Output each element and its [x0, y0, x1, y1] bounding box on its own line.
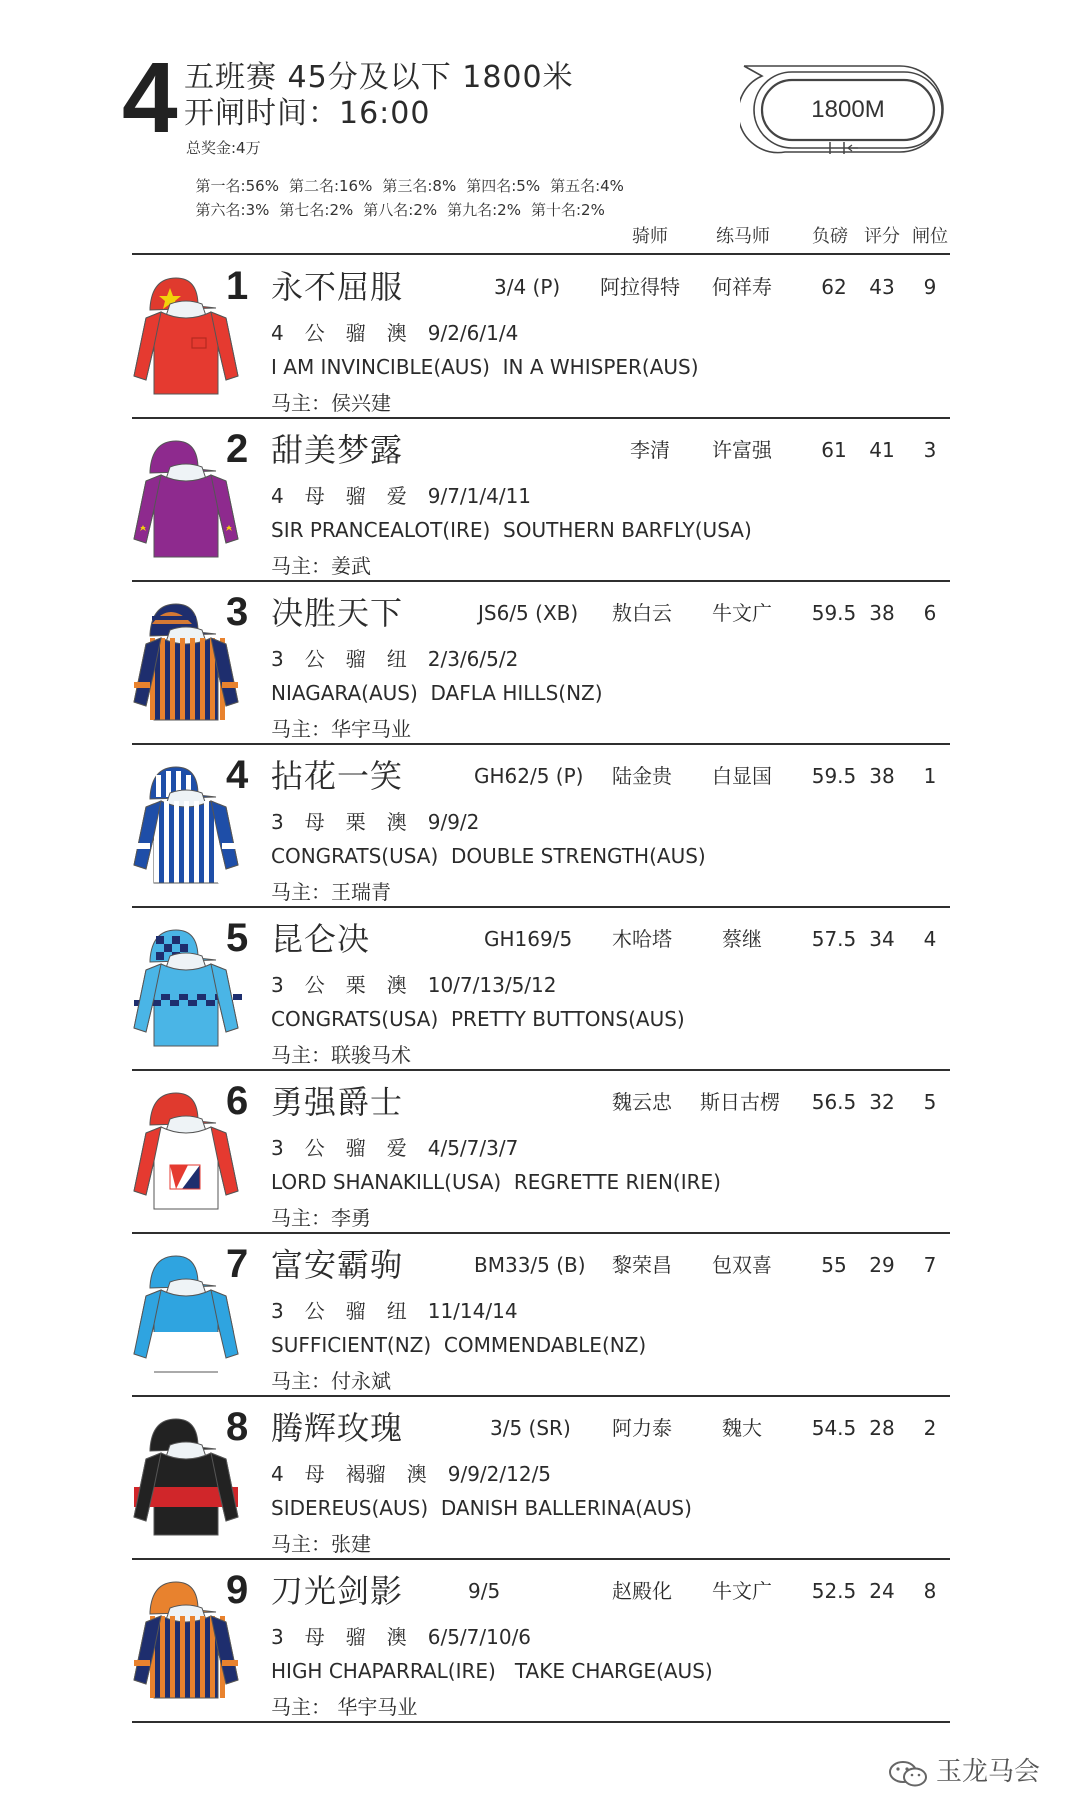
- recent-form: 4/5/7/3/7: [427, 1136, 519, 1160]
- horse-origin: 纽: [386, 1299, 407, 1323]
- runner-row: [0, 1397, 1080, 1560]
- pedigree: SIDEREUS(AUS) DANISH BALLERINA(AUS): [271, 1496, 692, 1520]
- barrier-draw: 7: [923, 1253, 937, 1277]
- race-title: 五班赛 45分及以下 1800米: [184, 60, 574, 95]
- gear-rating: 3/5 (SR): [490, 1416, 571, 1440]
- gear-rating: 9/5: [468, 1579, 501, 1603]
- trainer-name: 何祥寿: [712, 275, 772, 299]
- horse-origin: 澳: [406, 1462, 427, 1486]
- prize-share: 第九名:2%: [447, 201, 521, 219]
- runner-row: [0, 1234, 1080, 1397]
- horse-details: [271, 809, 500, 835]
- horse-origin: 爱: [386, 1136, 407, 1160]
- race-number: 4: [122, 42, 178, 154]
- owner: 马主：王瑞青: [271, 880, 391, 904]
- carried-weight: 54.5: [811, 1416, 857, 1440]
- horse-color: 栗: [345, 973, 366, 997]
- rating: 41: [869, 438, 895, 462]
- carried-weight: 56.5: [811, 1090, 857, 1114]
- horse-age: 3: [271, 647, 284, 671]
- barrier-draw: 3: [923, 438, 937, 462]
- jockey-name: 木哈塔: [612, 927, 672, 951]
- gear-rating: GH169/5: [484, 927, 573, 951]
- rating: 32: [869, 1090, 895, 1114]
- saddle-number: 3: [226, 590, 249, 634]
- horse-sex: 公: [304, 1136, 325, 1160]
- horse-sex: 母: [304, 484, 325, 508]
- horse-details: [271, 1461, 572, 1487]
- rating: 38: [869, 601, 895, 625]
- horse-age: 4: [271, 321, 284, 345]
- pedigree: SUFFICIENT(NZ) COMMENDABLE(NZ): [271, 1333, 647, 1357]
- horse-details: [271, 320, 539, 346]
- trainer-name: 蔡继: [722, 927, 762, 951]
- prize-share: 第十名:2%: [530, 201, 605, 219]
- horse-color: 骝: [345, 1136, 366, 1160]
- carried-weight: 57.5: [811, 927, 857, 951]
- horse-details: [271, 972, 577, 998]
- runner-row: [0, 419, 1080, 582]
- wechat-icon: [888, 1760, 928, 1788]
- horse-name: 富安霸驹: [271, 1246, 404, 1284]
- owner: 马主： 华宇马业: [271, 1695, 418, 1719]
- trainer-name: 包双喜: [712, 1253, 772, 1277]
- owner: 马主：姜武: [271, 554, 371, 578]
- horse-sex: 公: [304, 321, 325, 345]
- horse-color: 骝: [345, 1625, 366, 1649]
- horse-origin: 澳: [386, 1625, 407, 1649]
- horse-age: 3: [271, 1299, 284, 1323]
- pedigree: LORD SHANAKILL(USA) REGRETTE RIEN(IRE): [271, 1170, 721, 1194]
- recent-form: 6/5/7/10/6: [427, 1625, 532, 1649]
- horse-origin: 澳: [386, 810, 407, 834]
- horse-name: 拈花一笑: [271, 757, 404, 795]
- horse-name: 勇强爵士: [271, 1083, 404, 1121]
- barrier-draw: 1: [923, 764, 937, 788]
- horse-origin: 澳: [386, 321, 407, 345]
- prize-share: 第六名:3%: [195, 201, 270, 219]
- horse-origin: 爱: [386, 484, 407, 508]
- runner-row: [0, 582, 1080, 745]
- barrier-draw: 2: [923, 1416, 937, 1440]
- barrier-draw: 6: [923, 601, 937, 625]
- pedigree: SIR PRANCEALOT(IRE) SOUTHERN BARFLY(USA): [271, 518, 752, 542]
- runner-row: [0, 1071, 1080, 1234]
- horse-color: 褐骝: [345, 1462, 386, 1486]
- recent-form: 11/14/14: [427, 1299, 518, 1323]
- saddle-number: 7: [226, 1242, 249, 1286]
- owner: 马主：付永斌: [271, 1369, 391, 1393]
- saddle-number: 8: [226, 1405, 249, 1449]
- track-diagram: [740, 64, 950, 154]
- recent-form: 9/7/1/4/11: [427, 484, 532, 508]
- horse-details: [271, 483, 552, 509]
- trainer-name: 许富强: [712, 438, 772, 462]
- owner: 马主：李勇: [271, 1206, 371, 1230]
- horse-name: 腾辉玫瑰: [271, 1409, 404, 1447]
- gear-rating: JS6/5 (XB): [478, 601, 579, 625]
- horse-sex: 母: [304, 1462, 325, 1486]
- owner: 马主：侯兴建: [271, 391, 391, 415]
- runner-row: [0, 745, 1080, 908]
- gear-rating: 3/4 (P): [494, 275, 561, 299]
- horse-color: 骝: [345, 484, 366, 508]
- carried-weight: 59.5: [811, 601, 857, 625]
- horse-age: 3: [271, 1625, 284, 1649]
- jockey-name: 敖白云: [612, 601, 672, 625]
- jockey-name: 赵殿化: [612, 1579, 672, 1603]
- column-trainer: 练马师: [716, 226, 770, 247]
- jockey-name: 魏云忠: [612, 1090, 672, 1114]
- prize-distribution-row-2: [186, 183, 615, 219]
- race-start-time: 开闸时间：16:00: [184, 96, 431, 131]
- horse-color: 骝: [345, 1299, 366, 1323]
- saddle-number: 5: [226, 916, 249, 960]
- gear-rating: GH62/5 (P): [474, 764, 584, 788]
- horse-age: 4: [271, 1462, 284, 1486]
- horse-color: 栗: [345, 810, 366, 834]
- carried-weight: 52.5: [811, 1579, 857, 1603]
- rating: 38: [869, 764, 895, 788]
- track-distance-label: 1800M: [811, 96, 885, 123]
- recent-form: 2/3/6/5/2: [427, 647, 519, 671]
- column-rating: 评分: [864, 226, 900, 247]
- total-purse: 总奖金:4万: [186, 139, 261, 157]
- header-divider: [132, 253, 950, 255]
- horse-name: 决胜天下: [271, 594, 404, 632]
- horse-name: 甜美梦露: [271, 431, 404, 469]
- horse-details: [271, 1624, 552, 1650]
- saddle-number: 1: [226, 264, 249, 308]
- prize-share: 第二名:16%: [288, 177, 373, 195]
- horse-name: 刀光剑影: [271, 1572, 404, 1610]
- barrier-draw: 4: [923, 927, 937, 951]
- trainer-name: 魏大: [722, 1416, 762, 1440]
- column-weight: 负磅: [812, 226, 848, 247]
- horse-details: [271, 646, 539, 672]
- recent-form: 10/7/13/5/12: [427, 973, 557, 997]
- recent-form: 9/9/2/12/5: [447, 1462, 552, 1486]
- horse-age: 3: [271, 1136, 284, 1160]
- trainer-name: 斯日古楞: [700, 1090, 780, 1114]
- pedigree: NIAGARA(AUS) DAFLA HILLS(NZ): [271, 681, 603, 705]
- pedigree: HIGH CHAPARRAL(IRE) TAKE CHARGE(AUS): [271, 1659, 713, 1683]
- recent-form: 9/9/2: [427, 810, 480, 834]
- pedigree: CONGRATS(USA) PRETTY BUTTONS(AUS): [271, 1007, 685, 1031]
- horse-color: 骝: [345, 647, 366, 671]
- trainer-name: 牛文广: [712, 1579, 772, 1603]
- row-divider: [132, 1721, 950, 1723]
- barrier-draw: 5: [923, 1090, 937, 1114]
- horse-age: 3: [271, 973, 284, 997]
- rating: 28: [869, 1416, 895, 1440]
- rating: 24: [869, 1579, 895, 1603]
- barrier-draw: 9: [923, 275, 937, 299]
- carried-weight: 62: [821, 275, 847, 299]
- horse-sex: 母: [304, 810, 325, 834]
- prize-share: 第七名:2%: [279, 201, 354, 219]
- trainer-name: 牛文广: [712, 601, 772, 625]
- horse-details: [271, 1135, 539, 1161]
- trainer-name: 白显国: [712, 764, 772, 788]
- carried-weight: 61: [821, 438, 847, 462]
- runner-row: [0, 908, 1080, 1071]
- saddle-number: 9: [226, 1568, 249, 1612]
- runner-row: [0, 256, 1080, 419]
- owner: 马主：华宇马业: [271, 717, 411, 741]
- carried-weight: 55: [821, 1253, 847, 1277]
- prize-share: 第四名:5%: [466, 177, 541, 195]
- runner-row: [0, 1560, 1080, 1723]
- jockey-name: 李清: [630, 438, 670, 462]
- jockey-name: 黎荣昌: [612, 1253, 672, 1277]
- horse-sex: 母: [304, 1625, 325, 1649]
- horse-age: 3: [271, 810, 284, 834]
- saddle-number: 6: [226, 1079, 249, 1123]
- horse-details: [271, 1298, 539, 1324]
- jockey-name: 阿力泰: [612, 1416, 672, 1440]
- prize-share: 第三名:8%: [382, 177, 457, 195]
- owner: 马主：联骏马术: [271, 1043, 411, 1067]
- horse-sex: 公: [304, 647, 325, 671]
- pedigree: CONGRATS(USA) DOUBLE STRENGTH(AUS): [271, 844, 706, 868]
- recent-form: 9/2/6/1/4: [427, 321, 519, 345]
- gear-rating: BM33/5 (B): [474, 1253, 586, 1277]
- horse-name: 永不屈服: [271, 268, 404, 306]
- horse-sex: 公: [304, 1299, 325, 1323]
- prize-share: 第一名:56%: [195, 177, 279, 195]
- jockey-name: 阿拉得特: [600, 275, 680, 299]
- rating: 43: [869, 275, 895, 299]
- column-jockey: 骑师: [632, 226, 668, 247]
- horse-origin: 澳: [386, 973, 407, 997]
- horse-color: 骝: [345, 321, 366, 345]
- rating: 29: [869, 1253, 895, 1277]
- rating: 34: [869, 927, 895, 951]
- jockey-name: 陆金贵: [612, 764, 672, 788]
- barrier-draw: 8: [923, 1579, 937, 1603]
- horse-age: 4: [271, 484, 284, 508]
- saddle-number: 2: [226, 427, 249, 471]
- carried-weight: 59.5: [811, 764, 857, 788]
- column-draw: 闸位: [912, 226, 948, 247]
- owner: 马主：张建: [271, 1532, 371, 1556]
- horse-name: 昆仑决: [271, 920, 371, 958]
- prize-share: 第五名:4%: [550, 177, 624, 195]
- horse-sex: 公: [304, 973, 325, 997]
- pedigree: I AM INVINCIBLE(AUS) IN A WHISPER(AUS): [271, 355, 699, 379]
- watermark-text: 玉龙马会: [936, 1757, 1041, 1787]
- saddle-number: 4: [226, 753, 249, 797]
- prize-share: 第八名:2%: [363, 201, 438, 219]
- horse-origin: 纽: [386, 647, 407, 671]
